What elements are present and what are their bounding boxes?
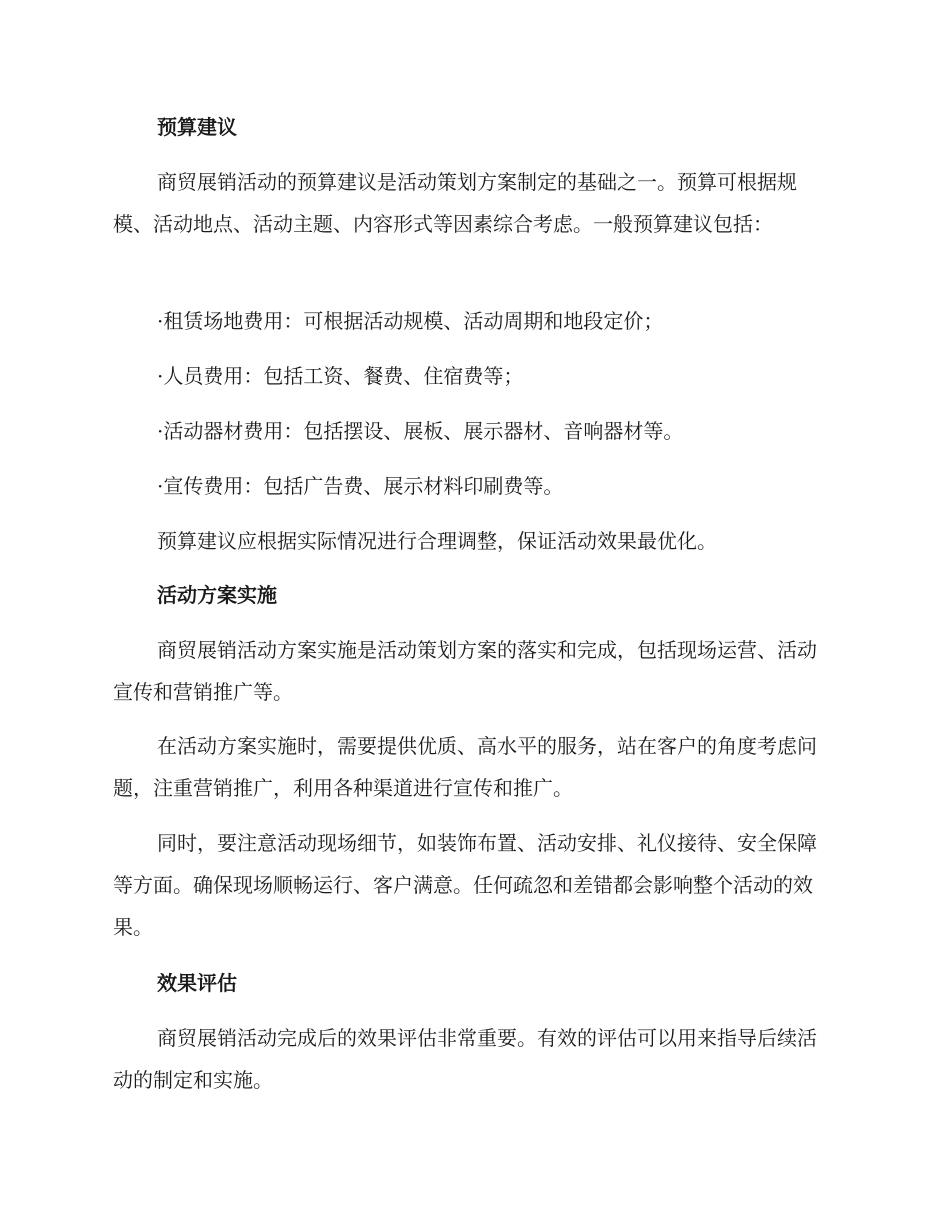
section-heading-evaluation: 效果评估 [157,971,237,995]
implementation-paragraph-1: 商贸展销活动方案实施是活动策划方案的落实和完成，包括现场运营、活动宣传和营销推广等。 [113,638,817,704]
budget-bullet-venue: ·租赁场地费用：可根据活动规模、活动周期和地段定价； [157,309,664,333]
budget-conclusion-paragraph: 预算建议应根据实际情况进行合理调整，保证活动效果最优化。 [157,529,717,553]
implementation-paragraph-3: 同时，要注意活动现场细节，如装饰布置、活动安排、礼仪接待、安全保障等方面。确保现场顺畅运行、客户满意。任何疏忽和差错都会影响整个活动的效果。 [113,831,817,939]
budget-bullet-promotion: ·宣传费用：包括广告费、展示材料印刷费等。 [157,474,564,498]
section-heading-budget: 预算建议 [157,115,237,139]
budget-bullet-equipment: ·活动器材费用：包括摆设、展板、展示器材、音响器材等。 [157,419,684,443]
budget-intro-paragraph: 商贸展销活动的预算建议是活动策划方案制定的基础之一。预算可根据规模、活动地点、活动主题、内容形式等因素综合考虑。一般预算建议包括： [113,170,797,236]
evaluation-paragraph-1: 商贸展销活动完成后的效果评估非常重要。有效的评估可以用来指导后续活动的制定和实施。 [113,1026,817,1092]
budget-bullet-staff: ·人员费用：包括工资、餐费、住宿费等； [157,364,524,388]
section-heading-implementation: 活动方案实施 [157,583,277,607]
implementation-paragraph-2: 在活动方案实施时，需要提供优质、高水平的服务，站在客户的角度考虑问题，注重营销推广，利用各种渠道进行宣传和推广。 [113,734,817,800]
